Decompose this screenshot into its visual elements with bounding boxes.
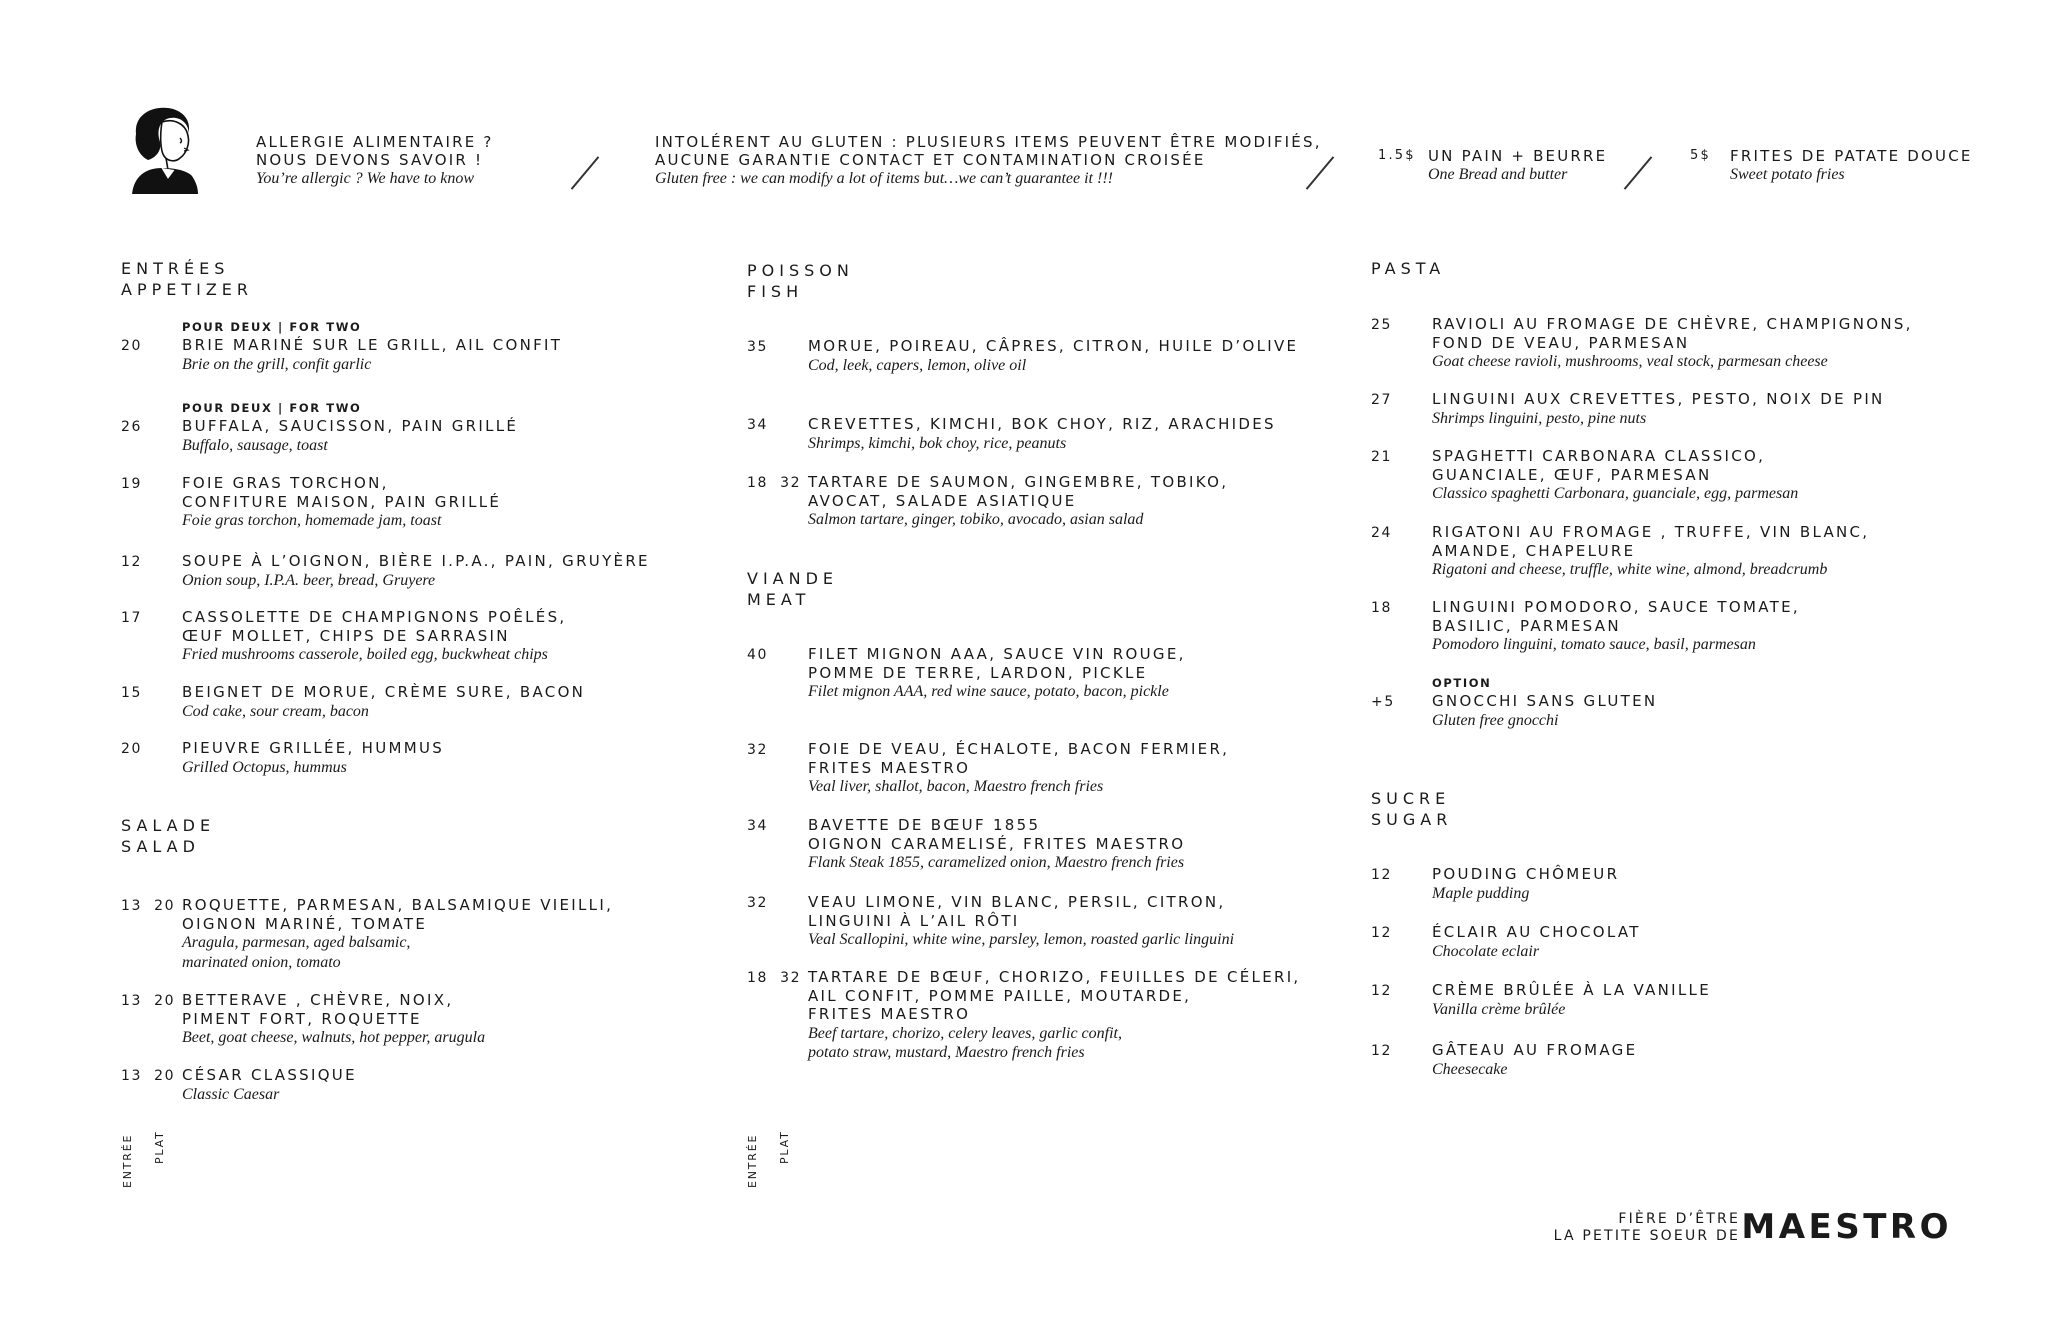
salade-heading-en: SALAD	[121, 837, 200, 856]
item-name-en: Shrimps, kimchi, bok choy, rice, peanuts	[808, 434, 1067, 452]
bread-price: 1.5$	[1378, 148, 1416, 163]
item-price: 24	[1371, 525, 1393, 541]
item-price: +5	[1371, 694, 1395, 710]
allergy-notice	[256, 133, 494, 189]
item-name-fr: FOIE DE VEAU, ÉCHALOTE, BACON FERMIER, FRITES MAESTRO	[808, 740, 1230, 777]
item-price: 21	[1371, 449, 1393, 465]
item-name-fr: LINGUINI POMODORO, SAUCE TOMATE, BASILIC, PARMESAN	[1432, 598, 1800, 635]
item-price: 12	[1371, 867, 1393, 883]
item-name-en: Foie gras torchon, homemade jam, toast	[182, 512, 442, 529]
item-name-fr: GNOCCHI SANS GLUTEN	[1432, 692, 1658, 710]
item-price: 32	[747, 742, 769, 758]
item-name-en: Fried mushrooms casserole, boiled egg, buckwheat chips	[182, 646, 548, 663]
item-price: 40	[747, 647, 769, 663]
allergy-fr-line2: NOUS DEVONS SAVOIR !	[256, 151, 484, 169]
item-name-en: Aragula, parmesan, aged balsamic, marinated onion, tomato	[182, 934, 411, 971]
item-price: 20	[121, 741, 143, 757]
item-price: 12	[1371, 1043, 1393, 1059]
item-name-en: Chocolate eclair	[1432, 942, 1540, 960]
fries-fr: FRITES DE PATATE DOUCE	[1730, 147, 1973, 165]
item-name-fr: CRÈME BRÛLÉE À LA VANILLE	[1432, 981, 1711, 999]
item-name-en: Classic Caesar	[182, 1085, 280, 1103]
item-price: 19	[121, 476, 143, 492]
item-name-fr: FILET MIGNON AAA, SAUCE VIN ROUGE, POMME DE TERRE, LARDON, PICKLE	[808, 645, 1186, 682]
item-name-fr: ÉCLAIR AU CHOCOLAT	[1432, 923, 1641, 941]
item-name-fr: BAVETTE DE BŒUF 1855 OIGNON CARAMELISÉ, FRITES MAESTRO	[808, 816, 1186, 853]
item-name-en: Filet mignon AAA, red wine sauce, potato, bacon, pickle	[808, 683, 1169, 700]
item-name-en: Beet, goat cheese, walnuts, hot pepper, arugula	[182, 1029, 486, 1046]
item-name-fr: POUDING CHÔMEUR	[1432, 865, 1620, 883]
gluten-fr-line1: INTOLÉRENT AU GLUTEN : PLUSIEURS ITEMS PEUVENT ÊTRE MODIFIÉS,	[655, 133, 1322, 151]
item-price: 13 20	[121, 898, 176, 914]
item-price: 13 20	[121, 1068, 176, 1084]
item-price: 34	[747, 417, 769, 433]
item-name-en: Maple pudding	[1432, 884, 1530, 902]
item-price: 26	[121, 419, 143, 435]
sucre-heading-en: SUGAR	[1371, 810, 1453, 829]
item-name-fr: RIGATONI AU FROMAGE , TRUFFE, VIN BLANC, AMANDE, CHAPELURE	[1432, 523, 1870, 560]
section-heading	[747, 260, 854, 302]
item-name-en: Beef tartare, chorizo, celery leaves, garlic confit, potato straw, mustard, Maestro french fries	[808, 1024, 1122, 1061]
item-name-en: Pomodoro linguini, tomato sauce, basil, parmesan	[1432, 636, 1756, 653]
item-name-en: Onion soup, I.P.A. beer, bread, Gruyere	[182, 571, 436, 589]
brand-logo: MAESTRO	[1741, 1207, 1952, 1247]
fries-en: Sweet potato fries	[1730, 166, 1845, 183]
for-two-tag: POUR DEUX | FOR TWO	[182, 320, 362, 334]
item-price: 18 32	[747, 970, 802, 986]
item-price: 27	[1371, 392, 1393, 408]
item-name-fr: BETTERAVE , CHÈVRE, NOIX, PIMENT FORT, ROQUETTE	[182, 991, 454, 1028]
viande-heading-fr: VIANDE	[747, 569, 839, 588]
brand-footer	[1500, 1207, 1960, 1255]
item-name-fr: GÂTEAU AU FROMAGE	[1432, 1041, 1638, 1059]
legend-entree: ENTRÉE	[121, 1133, 134, 1188]
item-price: 12	[1371, 983, 1393, 999]
item-name-fr: BUFFALA, SAUCISSON, PAIN GRILLÉ	[182, 417, 519, 435]
item-price: 25	[1371, 317, 1393, 333]
entrees-heading-fr: ENTRÉES	[121, 259, 230, 278]
item-price: 18	[1371, 600, 1393, 616]
item-name-fr: SPAGHETTI CARBONARA CLASSICO, GUANCIALE, ŒUF, PARMESAN	[1432, 447, 1766, 484]
item-name-en: Veal Scallopini, white wine, parsley, lemon, roasted garlic linguini	[808, 931, 1235, 948]
brand-tagline	[1554, 1211, 1740, 1245]
section-heading	[121, 258, 253, 300]
item-price: 15	[121, 685, 143, 701]
item-name-fr: BEIGNET DE MORUE, CRÈME SURE, BACON	[182, 683, 586, 701]
item-name-en: Buffalo, sausage, toast	[182, 436, 328, 454]
legend-plat: PLAT	[778, 1130, 791, 1164]
poisson-heading-fr: POISSON	[747, 261, 854, 280]
item-name-fr: TARTARE DE BŒUF, CHORIZO, FEUILLES DE CÉLERI, AIL CONFIT, POMME PAILLE, MOUTARDE, FRITES MAESTRO	[808, 968, 1301, 1023]
gluten-en: Gluten free : we can modify a lot of items but…we can’t guarantee it !!!	[655, 170, 1113, 187]
item-name-fr: ROQUETTE, PARMESAN, BALSAMIQUE VIEILLI, OIGNON MARINÉ, TOMATE	[182, 896, 614, 933]
divider-slash	[1624, 156, 1653, 189]
item-name-en: Rigatoni and cheese, truffle, white wine, almond, breadcrumb	[1432, 561, 1828, 578]
item-name-fr: CÉSAR CLASSIQUE	[182, 1066, 357, 1084]
item-name-en: Salmon tartare, ginger, tobiko, avocado, asian salad	[808, 511, 1144, 528]
allergy-en: You’re allergic ? We have to know	[256, 170, 475, 187]
option-tag: OPTION	[1432, 676, 1492, 690]
poisson-heading-en: FISH	[747, 282, 804, 301]
item-name-en: Goat cheese ravioli, mushrooms, veal stock, parmesan cheese	[1432, 353, 1828, 370]
item-name-fr: RAVIOLI AU FROMAGE DE CHÈVRE, CHAMPIGNONS, FOND DE VEAU, PARMESAN	[1432, 315, 1913, 352]
item-name-fr: SOUPE À L’OIGNON, BIÈRE I.P.A., PAIN, GRUYÈRE	[182, 552, 650, 570]
item-name-en: Vanilla crème brûlée	[1432, 1000, 1566, 1018]
section-heading	[121, 815, 215, 857]
item-price: 12	[1371, 925, 1393, 941]
legend-plat: PLAT	[153, 1130, 166, 1164]
item-name-en: Cheesecake	[1432, 1060, 1508, 1078]
item-name-en: Flank Steak 1855, caramelized onion, Maestro french fries	[808, 854, 1185, 871]
item-price: 32	[747, 895, 769, 911]
item-name-en: Veal liver, shallot, bacon, Maestro french fries	[808, 778, 1104, 795]
item-name-en: Classico spaghetti Carbonara, guanciale, egg, parmesan	[1432, 485, 1799, 502]
item-price: 18 32	[747, 475, 802, 491]
section-heading	[1371, 788, 1452, 830]
item-price: 20	[121, 338, 143, 354]
item-price: 35	[747, 339, 769, 355]
item-name-fr: TARTARE DE SAUMON, GINGEMBRE, TOBIKO, AVOCAT, SALADE ASIATIQUE	[808, 473, 1229, 510]
gluten-fr-line2: AUCUNE GARANTIE CONTACT ET CONTAMINATION CROISÉE	[655, 151, 1206, 169]
item-name-fr: CASSOLETTE DE CHAMPIGNONS POÊLÉS, ŒUF MOLLET, CHIPS DE SARRASIN	[182, 608, 567, 645]
gluten-notice	[655, 133, 1322, 189]
pasta-heading: PASTA	[1371, 259, 1446, 278]
item-name-fr: BRIE MARINÉ SUR LE GRILL, AIL CONFIT	[182, 336, 563, 354]
bread-fr: UN PAIN + BEURRE	[1428, 147, 1608, 165]
sucre-heading-fr: SUCRE	[1371, 789, 1451, 808]
item-price: 17	[121, 610, 143, 626]
item-name-fr: LINGUINI AUX CREVETTES, PESTO, NOIX DE PIN	[1432, 390, 1885, 408]
item-name-fr: VEAU LIMONE, VIN BLANC, PERSIL, CITRON, LINGUINI À L’AIL RÔTI	[808, 893, 1226, 930]
item-name-en: Gluten free gnocchi	[1432, 711, 1559, 729]
woman-portrait-icon	[126, 104, 208, 196]
allergy-fr-line1: ALLERGIE ALIMENTAIRE ?	[256, 133, 494, 151]
item-price: 34	[747, 818, 769, 834]
bread-en: One Bread and butter	[1428, 166, 1568, 183]
item-price: 13 20	[121, 993, 176, 1009]
item-name-fr: CREVETTES, KIMCHI, BOK CHOY, RIZ, ARACHIDES	[808, 415, 1276, 433]
item-name-fr: PIEUVRE GRILLÉE, HUMMUS	[182, 739, 445, 757]
brand-line2: LA PETITE SOEUR DE	[1553, 1228, 1740, 1244]
brand-line1: FIÈRE D’ÊTRE	[1618, 1211, 1740, 1227]
item-name-fr: FOIE GRAS TORCHON, CONFITURE MAISON, PAIN GRILLÉ	[182, 474, 502, 511]
for-two-tag: POUR DEUX | FOR TWO	[182, 401, 362, 415]
entrees-heading-en: APPETIZER	[121, 280, 254, 299]
item-name-en: Shrimps linguini, pesto, pine nuts	[1432, 409, 1647, 427]
viande-heading-en: MEAT	[747, 590, 811, 609]
item-name-en: Cod cake, sour cream, bacon	[182, 702, 369, 720]
section-heading	[747, 568, 838, 610]
item-name-en: Cod, leek, capers, lemon, olive oil	[808, 356, 1027, 374]
divider-slash	[571, 156, 600, 189]
item-price: 12	[121, 554, 143, 570]
item-name-en: Grilled Octopus, hummus	[182, 758, 347, 776]
item-name-en: Brie on the grill, confit garlic	[182, 355, 372, 373]
item-name-fr: MORUE, POIREAU, CÂPRES, CITRON, HUILE D’OLIVE	[808, 337, 1299, 355]
fries-price: 5$	[1690, 148, 1711, 163]
salade-heading-fr: SALADE	[121, 816, 216, 835]
legend-entree: ENTRÉE	[746, 1133, 759, 1188]
